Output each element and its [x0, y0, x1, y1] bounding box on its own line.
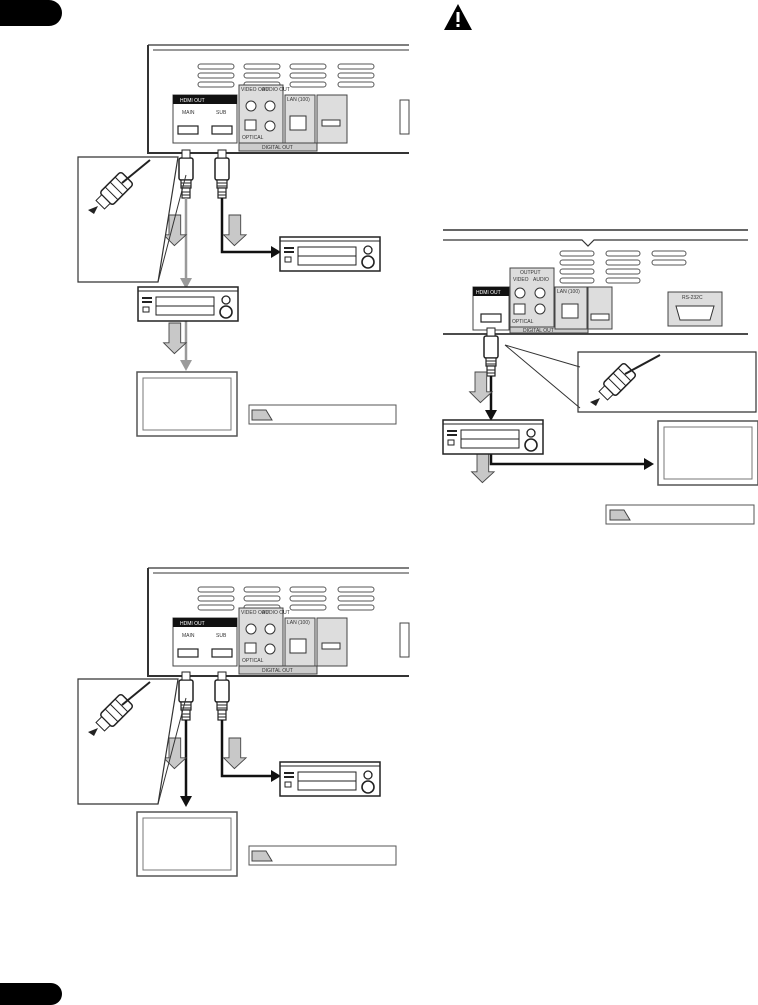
svg-text:OUTPUT: OUTPUT: [520, 270, 541, 276]
svg-text:MAIN: MAIN: [182, 110, 195, 116]
svg-text:SUB: SUB: [216, 633, 227, 639]
svg-text:AUDIO: AUDIO: [533, 277, 549, 283]
svg-text:LAN (100): LAN (100): [287, 620, 310, 626]
svg-text:SUB: SUB: [216, 110, 227, 116]
svg-text:VIDEO: VIDEO: [513, 277, 529, 283]
svg-text:VIDEO OUT: VIDEO OUT: [241, 610, 269, 616]
svg-text:AUDIO OUT: AUDIO OUT: [262, 610, 290, 616]
svg-text:HDMI OUT: HDMI OUT: [180, 621, 205, 627]
svg-text:DIGITAL OUT: DIGITAL OUT: [262, 145, 293, 151]
diagram-top-left: [78, 45, 409, 436]
svg-text:OPTICAL: OPTICAL: [512, 319, 534, 325]
hdmi-out-label: HDMI OUT: [180, 98, 205, 104]
svg-text:AUDIO OUT: AUDIO OUT: [262, 87, 290, 93]
svg-text:LAN (100): LAN (100): [557, 289, 580, 295]
svg-text:VIDEO OUT: VIDEO OUT: [241, 87, 269, 93]
svg-text:DIGITAL OUT: DIGITAL OUT: [523, 328, 554, 334]
diagram-bottom-left: [78, 568, 409, 876]
svg-text:MAIN: MAIN: [182, 633, 195, 639]
svg-text:DIGITAL OUT: DIGITAL OUT: [262, 668, 293, 674]
svg-text:RS-232C: RS-232C: [682, 295, 703, 301]
svg-text:HDMI OUT: HDMI OUT: [476, 290, 501, 296]
diagram-top-right: [443, 230, 758, 524]
svg-text:LAN (100): LAN (100): [287, 97, 310, 103]
svg-text:OPTICAL: OPTICAL: [242, 135, 264, 141]
svg-text:OPTICAL: OPTICAL: [242, 658, 264, 664]
